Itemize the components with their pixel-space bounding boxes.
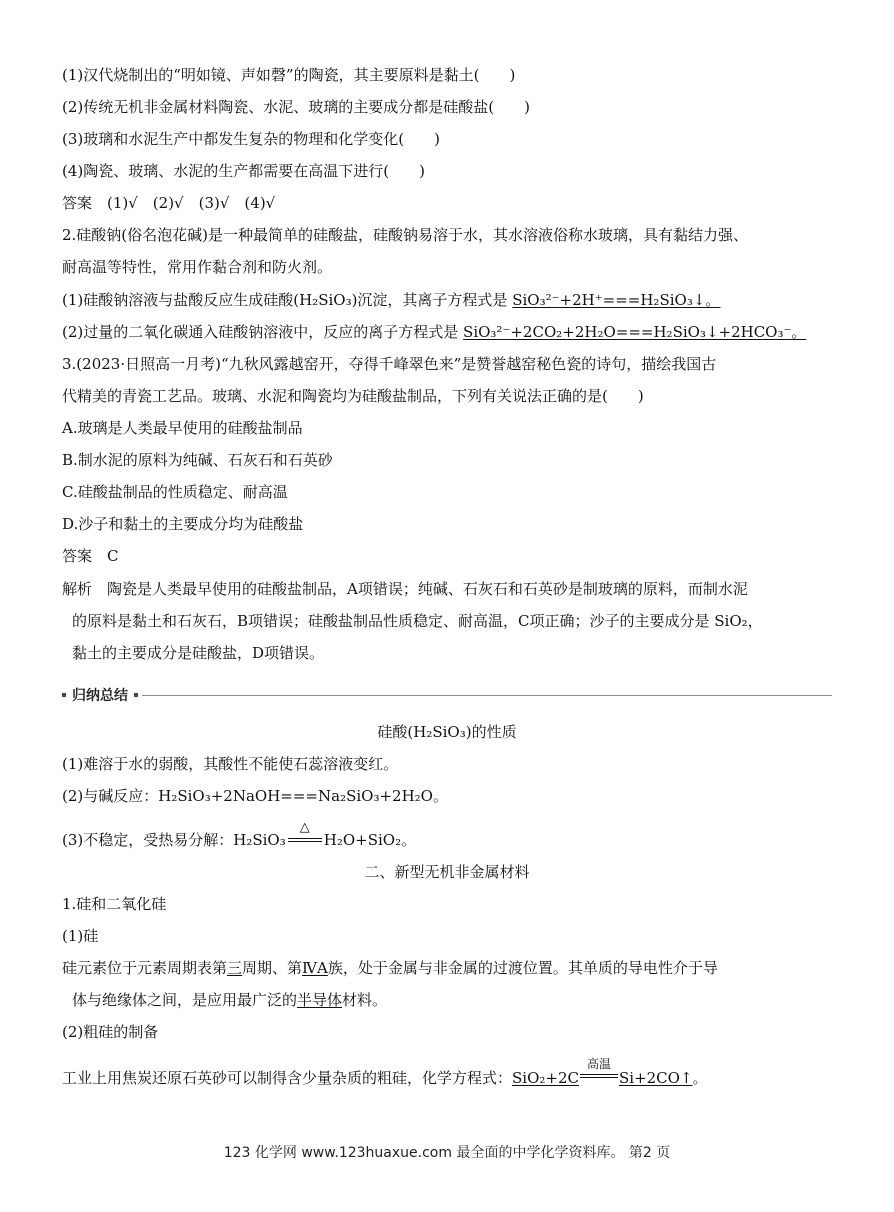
silicon-text-5: 材料。 [342,991,388,1009]
crude-equation-end: 。 [692,1069,708,1087]
equals-line-bottom-2 [580,1077,618,1078]
crude-silicon-line [62,1057,708,1088]
subsection-1-title: 1.硅和二氧化硅 [62,895,167,913]
question-1-item-3: (3)玻璃和水泥生产中都发生复杂的物理和化学变化( ) [62,130,440,148]
property-3-products: H₂O+SiO₂。 [323,831,417,849]
option-b: B.制水泥的原料为纯碱、石灰石和石英砂 [62,451,333,469]
silicon-text-2: 周期、第 [242,959,303,977]
property-3 [62,820,417,850]
heating-condition-icon: △ [299,820,310,835]
option-d: D.沙子和黏土的主要成分均为硅酸盐 [62,515,304,533]
property-3-text: (3)不稳定，受热易分解：H₂SiO₃ [62,831,286,849]
question-2-intro-line-2: 耐高温等特性，常用作黏合剂和防火剂。 [62,258,333,276]
question-2-part-1-equation: SiO₃²⁻+2H⁺===H₂SiO₃↓。 [512,291,721,309]
analysis-line-3: 黏土的主要成分是硅酸盐，D项错误。 [72,644,325,662]
answer-3: 答案 C [62,547,119,565]
silicon-description-line-1 [62,958,718,978]
question-3-stem-line-2: 代精美的青瓷工艺品。玻璃、水泥和陶瓷均为硅酸盐制品，下列有关说法正确的是( ) [62,387,644,405]
option-c: C.硅酸盐制品的性质稳定、耐高温 [62,483,288,501]
summary-marker-icon [62,693,66,697]
crude-silicon-text: 工业上用焦炭还原石英砂可以制得含少量杂质的粗硅，化学方程式： [62,1069,513,1087]
question-2-part-1 [62,290,720,310]
summary-heading: 硅酸(H₂SiO₃)的性质 [377,723,517,741]
silicon-text-3: 族，处于金属与非金属的过渡位置。其单质的导电性介于导 [327,959,718,977]
silicon-group-answer: ⅣA [302,959,328,977]
property-1: (1)难溶于水的弱酸，其酸性不能使石蕊溶液变红。 [62,755,399,773]
answer-1: 答案 (1)√ (2)√ (3)√ (4)√ [62,194,276,212]
equals-line-top [288,838,322,839]
question-3-stem-line-1: 3.(2023·日照高一月考)“九秋风露越窑开，夺得千峰翠色来”是赞誉越窑秘色瓷的诗句，描绘我国古 [62,355,717,373]
page-footer: 123 化学网 www.123huaxue.com 最全面的中学化学资料库。 第2 页 [223,1145,671,1161]
option-a: A.玻璃是人类最早使用的硅酸盐制品 [62,419,303,437]
analysis-line-2: 的原料是黏土和石灰石，B项错误；硅酸盐制品性质稳定、耐高温，C项正确；沙子的主要成分是 SiO₂， [72,612,763,630]
subsection-1-1-title: (1)硅 [62,927,99,945]
question-2-part-1-text: (1)硅酸钠溶液与盐酸反应生成硅酸(H₂SiO₃)沉淀，其离子方程式是 [62,291,508,309]
crude-equation-products: Si+2CO↑ [619,1069,693,1087]
heating-condition-arrow [288,820,322,850]
summary-title: 归纳总结 [72,688,128,704]
silicon-text-1: 硅元素位于元素周期表第 [62,959,228,977]
semiconductor-answer: 半导体 [297,991,343,1009]
question-1-item-2: (2)传统无机非金属材料陶瓷、水泥、玻璃的主要成分都是硅酸盐( ) [62,98,530,116]
question-1-item-1: (1)汉代烧制出的“明如镜、声如磬”的陶瓷，其主要原料是黏土( ) [62,66,516,84]
analysis-line-1: 解析 陶瓷是人类最早使用的硅酸盐制品，A项错误；纯碱、石灰石和石英砂是制玻璃的原料，而制水泥 [62,580,748,598]
summary-divider [142,695,832,696]
silicon-text-4: 体与绝缘体之间，是应用最广泛的 [72,991,298,1009]
high-temp-label: 高温 [586,1057,611,1071]
crude-equation-reactants: SiO₂+2C [512,1069,579,1087]
section-2-heading: 二、新型无机非金属材料 [364,863,530,881]
silicon-description-line-2 [72,990,387,1010]
question-2-part-2 [62,322,806,342]
silicon-period-answer: 三 [227,959,243,977]
subsection-1-2-title: (2)粗硅的制备 [62,1023,159,1041]
high-temp-condition-arrow [580,1057,618,1088]
equals-line-bottom [288,841,322,842]
question-2-part-2-equation: SiO₃²⁻+2CO₂+2H₂O===H₂SiO₃↓+2HCO₃⁻。 [463,323,807,341]
equals-line-top-2 [580,1074,618,1075]
question-1-item-4: (4)陶瓷、玻璃、水泥的生产都需要在高温下进行( ) [62,162,425,180]
summary-header [62,685,832,705]
summary-marker-icon-2 [134,693,138,697]
property-2: (2)与碱反应：H₂SiO₃+2NaOH===Na₂SiO₃+2H₂O。 [62,787,448,805]
question-2-intro-line-1: 2.硅酸钠(俗名泡花碱)是一种最简单的硅酸盐，硅酸钠易溶于水，其水溶液俗称水玻璃，具有黏结力强、 [62,226,749,244]
crude-silicon-equation [512,1057,693,1087]
question-2-part-2-text: (2)过量的二氧化碳通入硅酸钠溶液中，反应的离子方程式是 [62,323,459,341]
